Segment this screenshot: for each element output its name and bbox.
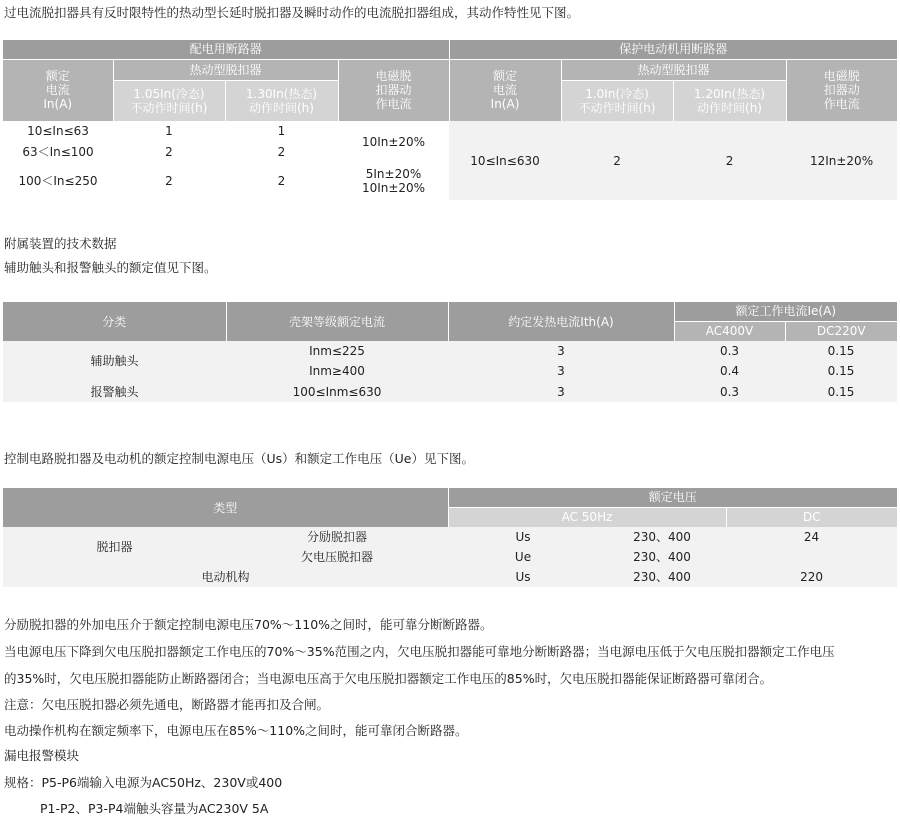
caution-note: 注意：欠电压脱扣器必须先通电，断路器才能再扣及合闸。 <box>4 697 330 712</box>
header-type: 类型 <box>3 488 448 527</box>
header-10: 1.0In(冷态) 不动作时间(h) <box>561 80 673 121</box>
header-105: 1.05In(冷态) 不动作时间(h) <box>113 80 225 121</box>
header-rated-working: 额定工作电流Ie(A) <box>674 302 897 321</box>
value-cell: 1 <box>277 124 286 138</box>
dc-cell: 0.15 <box>785 361 897 381</box>
header-dc: DC <box>726 507 897 527</box>
spec-line1: 规格：P5-P6端输入电源为AC50Hz、230V或400 <box>4 775 283 790</box>
header-rated-voltage: 额定电压 <box>448 488 897 507</box>
group-motor-protection: 保护电动机用断路器 <box>449 40 897 59</box>
value-cell: 2 <box>165 144 173 159</box>
group-distribution: 配电用断路器 <box>3 40 449 59</box>
header-thermal-right: 热动型脱扣器 <box>561 59 786 80</box>
shunt-release-note: 分励脱扣器的外加电压介于额定控制电源电压70%～110%之间时，能可靠分断断路器。 <box>4 617 493 632</box>
right-magnetic-cell: 12In±20% <box>786 121 897 200</box>
voltage-symbol: Ue <box>448 547 598 567</box>
dc-voltage: 24 <box>726 527 897 547</box>
header-thermal-current: 约定发热电流Ith(A) <box>448 302 674 341</box>
header-120: 1.20In(热态) 动作时间(h) <box>673 80 786 121</box>
overcurrent-release-table <box>3 40 897 200</box>
ith-cell: 3 <box>448 361 674 381</box>
accessory-desc: 辅助触头和报警触头的额定值见下图。 <box>4 260 217 275</box>
header-ac50hz: AC 50Hz <box>448 507 726 527</box>
ac-cell: 0.3 <box>674 381 785 402</box>
header-category: 分类 <box>3 302 226 341</box>
value-cell: 2 <box>277 144 286 159</box>
header-thermal: 热动型脱扣器 <box>113 59 338 80</box>
right-value-cell: 2 <box>561 121 673 200</box>
voltage-symbol: Us <box>448 527 598 547</box>
intro-text: 过电流脱扣器具有反时限特性的热动型长延时脱扣器及瞬时动作的电流脱扣器组成，其动作特性见下图。 <box>4 5 580 20</box>
accessory-table <box>3 302 897 402</box>
ac-cell: 0.4 <box>674 361 785 381</box>
undervoltage-note-line2: 的35%时，欠电压脱扣器能防止断路器闭合；当电源电压高于欠电压脱扣器额定工作电压的85%时，欠电压脱扣器能保证断路器可靠闭合。 <box>4 671 773 686</box>
value-cell: 1 <box>165 124 173 138</box>
dc-cell: 0.15 <box>785 381 897 402</box>
dc-voltage: 220 <box>726 567 897 587</box>
alarm-contact-label: 报警触头 <box>3 381 226 402</box>
header-magnetic-right: 电磁脱 扣器动 作电流 <box>786 59 897 121</box>
ac-voltage: 230、400 <box>598 567 726 587</box>
frame-cell: Inm≥400 <box>226 361 448 381</box>
release-label: 脱扣器 <box>3 527 226 567</box>
dc-voltage <box>726 547 897 567</box>
ith-cell: 3 <box>448 381 674 402</box>
ac-cell: 0.3 <box>674 341 785 361</box>
undervoltage-note-line1: 当电源电压下降到欠电压脱扣器额定工作电压的70%～35%范围之内，欠电压脱扣器能可靠地分断断路器；当电源电压低于欠电压脱扣器额定工作电压 <box>4 644 835 659</box>
ith-cell: 3 <box>448 341 674 361</box>
ac-voltage: 230、400 <box>598 527 726 547</box>
ac-voltage: 230、400 <box>598 547 726 567</box>
voltage-symbol: Us <box>448 567 598 587</box>
range-cell: 100＜In≤250 <box>18 174 98 188</box>
frame-cell: 100≤Inm≤630 <box>226 381 448 402</box>
dc-cell: 0.15 <box>785 341 897 361</box>
header-ac: AC400V <box>674 321 785 341</box>
voltage-table <box>3 488 897 587</box>
accessory-title: 附属装置的技术数据 <box>4 236 117 251</box>
header-dc: DC220V <box>785 321 897 341</box>
release-name: 欠电压脱扣器 <box>226 547 448 567</box>
voltage-intro: 控制电路脱扣器及电动机的额定控制电源电压（Us）和额定工作电压（Ue）见下图。 <box>4 451 475 466</box>
value-cell: 2 <box>165 174 173 188</box>
release-name: 分励脱扣器 <box>226 527 448 547</box>
header-magnetic: 电磁脱 扣器动 作电流 <box>338 59 449 121</box>
header-rated-current-right: 额定 电流 In(A) <box>449 59 561 121</box>
spec-line2: P1-P2、P3-P4端触头容量为AC230V 5A <box>40 801 269 816</box>
right-value-cell: 2 <box>673 121 786 200</box>
magnetic-cell: 10In±20% <box>361 134 426 149</box>
aux-contact-label: 辅助触头 <box>3 341 226 381</box>
motor-operation-note: 电动操作机构在额定频率下，电源电压在85%～110%之间时，能可靠闭合断路器。 <box>4 723 468 738</box>
motor-mechanism-label: 电动机构 <box>3 567 448 587</box>
value-cell: 2 <box>277 174 286 188</box>
header-130: 1.30In(热态) 动作时间(h) <box>225 80 338 121</box>
right-range-cell: 10≤In≤630 <box>449 121 561 200</box>
range-cell: 63＜In≤100 <box>22 144 94 159</box>
header-frame: 壳架等级额定电流 <box>226 302 448 341</box>
leakage-alarm-title: 漏电报警模块 <box>4 748 80 763</box>
magnetic-cell: 5In±20% 10In±20% <box>361 167 426 195</box>
range-cell: 10≤In≤63 <box>27 124 89 138</box>
header-rated-current: 额定 电流 In(A) <box>3 59 113 121</box>
frame-cell: Inm≤225 <box>226 341 448 361</box>
